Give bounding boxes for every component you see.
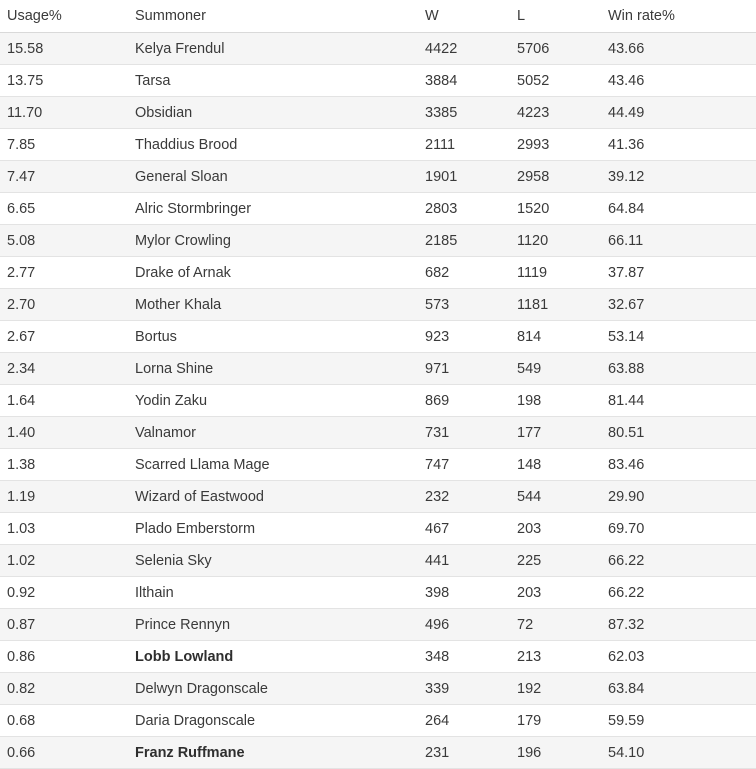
usage-cell: 1.19 bbox=[0, 481, 135, 513]
losses-cell: 1119 bbox=[517, 257, 608, 289]
win-rate-cell: 66.22 bbox=[608, 545, 756, 577]
losses-cell: 203 bbox=[517, 577, 608, 609]
usage-cell: 2.77 bbox=[0, 257, 135, 289]
summoner-name-cell: Lobb Lowland bbox=[135, 641, 425, 673]
losses-cell: 814 bbox=[517, 321, 608, 353]
usage-cell: 1.02 bbox=[0, 545, 135, 577]
win-rate-cell: 54.10 bbox=[608, 737, 756, 769]
losses-cell: 179 bbox=[517, 705, 608, 737]
summoner-name-cell: Drake of Arnak bbox=[135, 257, 425, 289]
table-row bbox=[0, 545, 756, 577]
summoner-name-cell: Prince Rennyn bbox=[135, 609, 425, 641]
wins-cell: 231 bbox=[425, 737, 517, 769]
wins-cell: 232 bbox=[425, 481, 517, 513]
losses-cell: 1520 bbox=[517, 193, 608, 225]
table-row bbox=[0, 449, 756, 481]
win-rate-cell: 53.14 bbox=[608, 321, 756, 353]
losses-cell: 5706 bbox=[517, 33, 608, 65]
losses-cell: 213 bbox=[517, 641, 608, 673]
wins-cell: 923 bbox=[425, 321, 517, 353]
usage-cell: 0.87 bbox=[0, 609, 135, 641]
wins-cell: 441 bbox=[425, 545, 517, 577]
summoner-name-cell: Obsidian bbox=[135, 97, 425, 129]
usage-cell: 2.34 bbox=[0, 353, 135, 385]
summoner-name-cell: Lorna Shine bbox=[135, 353, 425, 385]
summoner-name-cell: Bortus bbox=[135, 321, 425, 353]
table-row bbox=[0, 353, 756, 385]
table-row bbox=[0, 641, 756, 673]
win-rate-cell: 41.36 bbox=[608, 129, 756, 161]
wins-cell: 2111 bbox=[425, 129, 517, 161]
usage-cell: 5.08 bbox=[0, 225, 135, 257]
table-row bbox=[0, 673, 756, 705]
win-rate-cell: 29.90 bbox=[608, 481, 756, 513]
win-rate-cell: 87.32 bbox=[608, 609, 756, 641]
losses-cell: 1181 bbox=[517, 289, 608, 321]
table-row bbox=[0, 289, 756, 321]
win-rate-cell: 80.51 bbox=[608, 417, 756, 449]
wins-cell: 1901 bbox=[425, 161, 517, 193]
usage-cell: 2.67 bbox=[0, 321, 135, 353]
usage-cell: 11.70 bbox=[0, 97, 135, 129]
losses-cell: 2993 bbox=[517, 129, 608, 161]
usage-cell: 7.47 bbox=[0, 161, 135, 193]
usage-cell: 15.58 bbox=[0, 33, 135, 65]
usage-cell: 1.38 bbox=[0, 449, 135, 481]
losses-cell: 196 bbox=[517, 737, 608, 769]
usage-cell: 7.85 bbox=[0, 129, 135, 161]
usage-cell: 0.66 bbox=[0, 737, 135, 769]
summoner-name-cell: Thaddius Brood bbox=[135, 129, 425, 161]
summoner-name-cell: Kelya Frendul bbox=[135, 33, 425, 65]
table-row bbox=[0, 705, 756, 737]
win-rate-cell: 44.49 bbox=[608, 97, 756, 129]
wins-cell: 2185 bbox=[425, 225, 517, 257]
losses-cell: 5052 bbox=[517, 65, 608, 97]
table-row bbox=[0, 609, 756, 641]
usage-cell: 6.65 bbox=[0, 193, 135, 225]
win-rate-cell: 43.66 bbox=[608, 33, 756, 65]
losses-cell: 192 bbox=[517, 673, 608, 705]
wins-cell: 348 bbox=[425, 641, 517, 673]
wins-cell: 398 bbox=[425, 577, 517, 609]
win-rate-cell: 37.87 bbox=[608, 257, 756, 289]
wins-cell: 496 bbox=[425, 609, 517, 641]
losses-cell: 225 bbox=[517, 545, 608, 577]
usage-cell: 2.70 bbox=[0, 289, 135, 321]
summoner-name-cell: Yodin Zaku bbox=[135, 385, 425, 417]
losses-cell: 1120 bbox=[517, 225, 608, 257]
usage-cell: 0.68 bbox=[0, 705, 135, 737]
losses-cell: 177 bbox=[517, 417, 608, 449]
win-rate-cell: 59.59 bbox=[608, 705, 756, 737]
table-row bbox=[0, 417, 756, 449]
table-row bbox=[0, 321, 756, 353]
summoner-name-cell: Delwyn Dragonscale bbox=[135, 673, 425, 705]
summoner-name-cell: Ilthain bbox=[135, 577, 425, 609]
win-rate-cell: 63.84 bbox=[608, 673, 756, 705]
usage-cell: 0.82 bbox=[0, 673, 135, 705]
win-rate-cell: 63.88 bbox=[608, 353, 756, 385]
summoner-name-cell: Franz Ruffmane bbox=[135, 737, 425, 769]
losses-cell: 148 bbox=[517, 449, 608, 481]
summoner-name-cell: General Sloan bbox=[135, 161, 425, 193]
table-row bbox=[0, 129, 756, 161]
summoner-name-cell: Selenia Sky bbox=[135, 545, 425, 577]
summoner-name-cell: Mylor Crowling bbox=[135, 225, 425, 257]
table-row bbox=[0, 385, 756, 417]
wins-cell: 4422 bbox=[425, 33, 517, 65]
wins-cell: 747 bbox=[425, 449, 517, 481]
wins-cell: 467 bbox=[425, 513, 517, 545]
usage-cell: 0.92 bbox=[0, 577, 135, 609]
table-row bbox=[0, 225, 756, 257]
summoner-name-cell: Plado Emberstorm bbox=[135, 513, 425, 545]
table-row bbox=[0, 161, 756, 193]
losses-cell: 549 bbox=[517, 353, 608, 385]
win-rate-cell: 66.22 bbox=[608, 577, 756, 609]
summoner-name-cell: Alric Stormbringer bbox=[135, 193, 425, 225]
table-row bbox=[0, 97, 756, 129]
summoner-name-cell: Mother Khala bbox=[135, 289, 425, 321]
wins-cell: 573 bbox=[425, 289, 517, 321]
header-win-rate[interactable]: Win rate% bbox=[608, 0, 756, 33]
summoner-name-cell: Wizard of Eastwood bbox=[135, 481, 425, 513]
summoner-name-cell: Tarsa bbox=[135, 65, 425, 97]
win-rate-cell: 81.44 bbox=[608, 385, 756, 417]
wins-cell: 3385 bbox=[425, 97, 517, 129]
usage-cell: 0.86 bbox=[0, 641, 135, 673]
table-row bbox=[0, 737, 756, 769]
losses-cell: 72 bbox=[517, 609, 608, 641]
table-row bbox=[0, 33, 756, 65]
table-row bbox=[0, 577, 756, 609]
table-row bbox=[0, 65, 756, 97]
table-row bbox=[0, 257, 756, 289]
usage-cell: 1.64 bbox=[0, 385, 135, 417]
losses-cell: 198 bbox=[517, 385, 608, 417]
header-usage[interactable]: Usage% bbox=[0, 0, 135, 33]
losses-cell: 203 bbox=[517, 513, 608, 545]
wins-cell: 264 bbox=[425, 705, 517, 737]
win-rate-cell: 83.46 bbox=[608, 449, 756, 481]
wins-cell: 731 bbox=[425, 417, 517, 449]
wins-cell: 339 bbox=[425, 673, 517, 705]
win-rate-cell: 62.03 bbox=[608, 641, 756, 673]
usage-cell: 1.40 bbox=[0, 417, 135, 449]
header-wins[interactable]: W bbox=[425, 0, 517, 33]
header-row bbox=[0, 0, 756, 33]
losses-cell: 2958 bbox=[517, 161, 608, 193]
wins-cell: 682 bbox=[425, 257, 517, 289]
wins-cell: 2803 bbox=[425, 193, 517, 225]
header-summoner[interactable]: Summoner bbox=[135, 0, 425, 33]
table-row bbox=[0, 193, 756, 225]
usage-cell: 1.03 bbox=[0, 513, 135, 545]
losses-cell: 4223 bbox=[517, 97, 608, 129]
win-rate-cell: 64.84 bbox=[608, 193, 756, 225]
summoner-name-cell: Valnamor bbox=[135, 417, 425, 449]
win-rate-cell: 43.46 bbox=[608, 65, 756, 97]
header-losses[interactable]: L bbox=[517, 0, 608, 33]
losses-cell: 544 bbox=[517, 481, 608, 513]
summoner-name-cell: Scarred Llama Mage bbox=[135, 449, 425, 481]
wins-cell: 869 bbox=[425, 385, 517, 417]
table-row bbox=[0, 481, 756, 513]
usage-cell: 13.75 bbox=[0, 65, 135, 97]
wins-cell: 971 bbox=[425, 353, 517, 385]
win-rate-cell: 32.67 bbox=[608, 289, 756, 321]
win-rate-cell: 66.11 bbox=[608, 225, 756, 257]
table-row bbox=[0, 513, 756, 545]
summoner-name-cell: Daria Dragonscale bbox=[135, 705, 425, 737]
win-rate-cell: 69.70 bbox=[608, 513, 756, 545]
wins-cell: 3884 bbox=[425, 65, 517, 97]
win-rate-cell: 39.12 bbox=[608, 161, 756, 193]
